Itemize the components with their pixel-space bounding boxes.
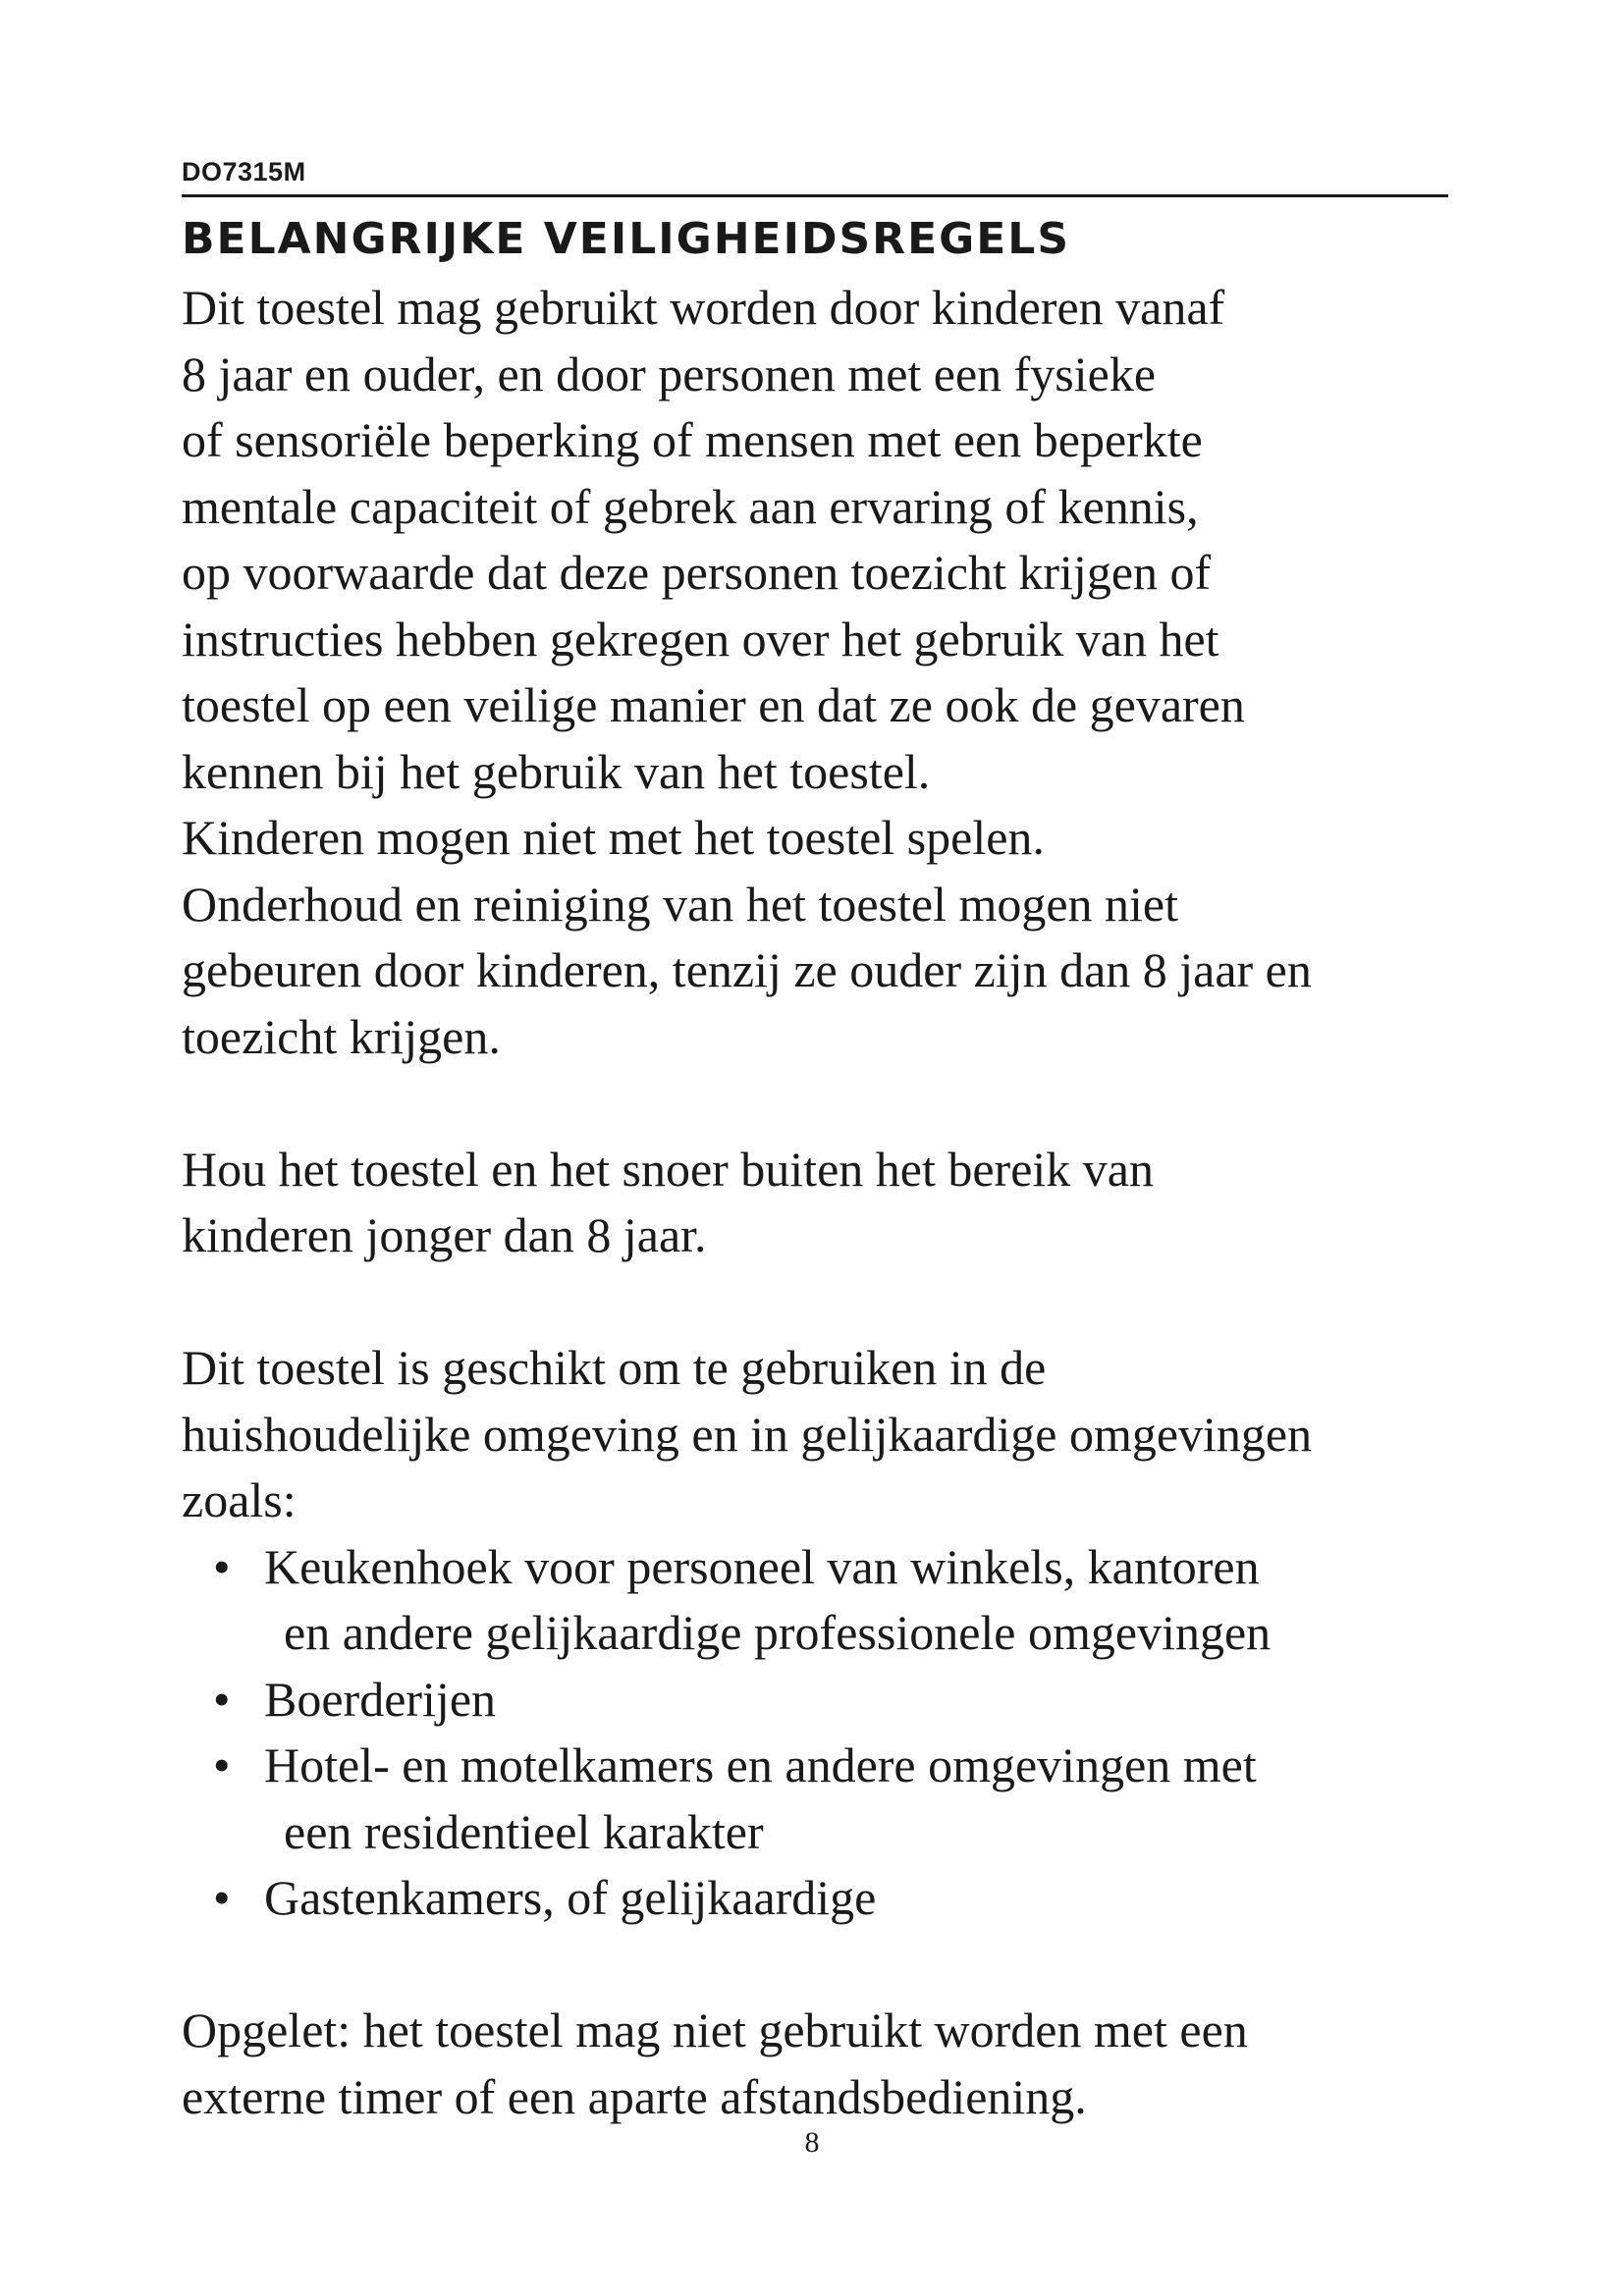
paragraph-children-safety [182,275,1458,1070]
text-line: of sensoriële beperking of mensen met een beperkte [182,412,1203,467]
text-line: toestel op een veilige manier en dat ze ook de gevaren [182,677,1245,732]
bullet-icon: • [213,1538,231,1594]
paragraph-spacer [182,1269,1458,1336]
list-item-text: Gastenkamers, of gelijkaardige [264,1870,877,1925]
text-line: gebeuren door kinderen, tenzij ze ouder zijn dan 8 jaar en [182,942,1312,997]
list-item-text: Hotel- en motelkamers en andere omgevingen met [264,1737,1257,1792]
paragraph-cord-reach [182,1137,1458,1269]
list-item [182,1865,1458,1932]
list-item-text: Boerderijen [264,1671,497,1727]
page-title: BELANGRIJKE VEILIGHEIDSREGELS [182,214,1071,264]
bullet-icon: • [213,1737,231,1792]
text-line: toezicht krijgen. [182,1008,501,1064]
list-item-continuation: een residentieel karakter [284,1803,764,1859]
text-line: mentale capaciteit of gebrek aan ervaring of kennis, [182,478,1199,534]
bullet-list [182,1534,1458,1932]
list-item [182,1733,1458,1799]
text-line: op voorwaarde dat deze personen toezicht krijgen of [182,545,1212,600]
text-line: 8 jaar en ouder, en door personen met een fysieke [182,346,1157,401]
text-line: instructies hebben gekregen over het gebruik van het [182,611,1219,667]
paragraph-spacer [182,1070,1458,1137]
header-divider [182,194,1448,197]
paragraph-timer-warning [182,1998,1458,2130]
text-line: Dit toestel mag gebruikt worden door kinderen vanaf [182,280,1225,335]
model-number: DO7315M [182,157,306,187]
page-number: 8 [804,2126,820,2159]
text-line: kennen bij het gebruik van het toestel. [182,743,931,799]
text-line: huishoudelijke omgeving en in gelijkaardige omgevingen [182,1406,1313,1462]
text-line: externe timer of een aparte afstandsbediening. [182,2068,1087,2124]
list-item [182,1667,1458,1734]
document-body [182,275,1458,2130]
text-line: Opgelet: het toestel mag niet gebruikt worden met een [182,2002,1248,2057]
bullet-icon: • [213,1671,231,1727]
text-line: Kinderen mogen niet met het toestel spelen. [182,810,1045,865]
list-item-text: Keukenhoek voor personeel van winkels, kantoren [264,1538,1260,1594]
list-item-continuation: en andere gelijkaardige professionele omgevingen [284,1605,1272,1660]
text-line: zoals: [182,1472,297,1527]
text-line: Hou het toestel en het snoer buiten het bereik van [182,1141,1154,1197]
list-item [182,1534,1458,1601]
text-line: Onderhoud en reiniging van het toestel mogen niet [182,876,1179,932]
paragraph-intended-use [182,1335,1458,1534]
text-line: kinderen jonger dan 8 jaar. [182,1207,707,1262]
bullet-icon: • [213,1870,231,1925]
paragraph-spacer [182,1932,1458,1999]
text-line: Dit toestel is geschikt om te gebruiken in de [182,1340,1047,1395]
